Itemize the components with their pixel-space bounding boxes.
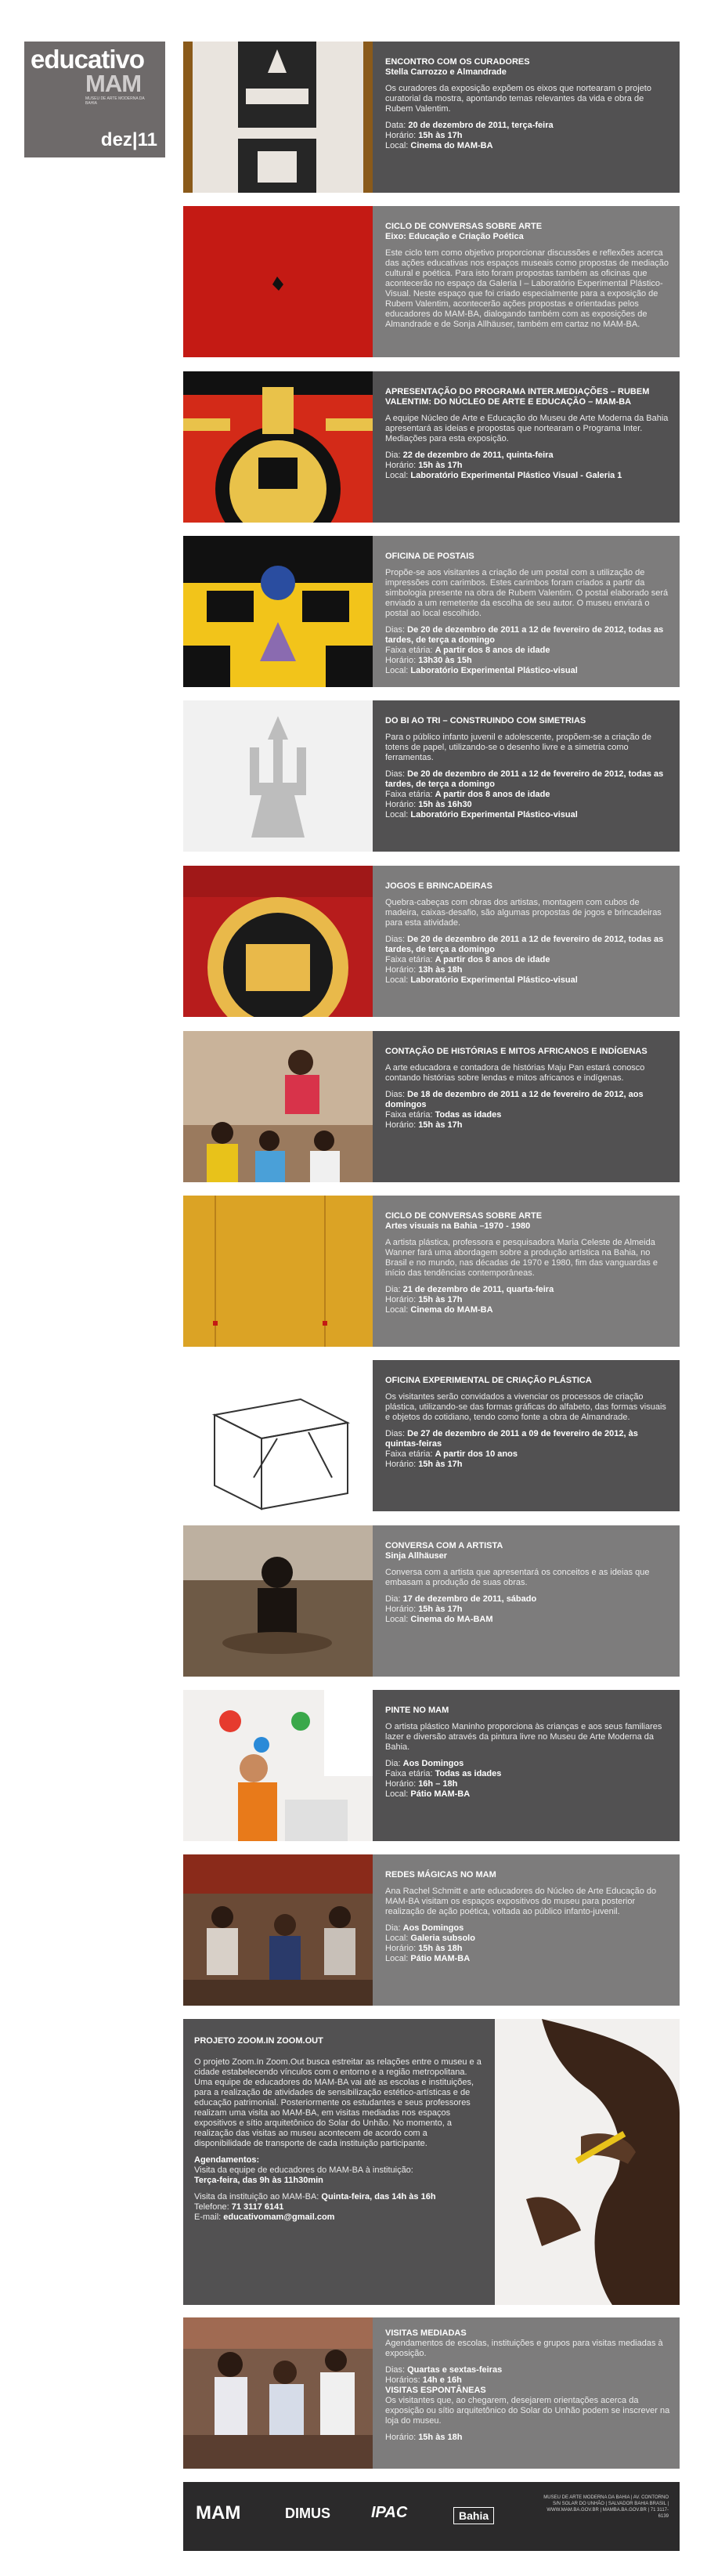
event-detail-label: Dias: <box>385 935 408 944</box>
event-detail-value: 15h às 17h <box>418 1120 463 1130</box>
event-detail-value: 15h às 18h <box>418 1944 463 1953</box>
event-detail-value: 20 de dezembro de 2011, terça-feira <box>408 121 554 130</box>
event-detail-value: A partir dos 8 anos de idade <box>435 955 550 964</box>
event-detail-value: De 20 de dezembro de 2011 a 12 de fevereiro de 2012, todas as tardes, de terça a domingo <box>385 769 664 789</box>
event-description: A arte educadora e contadora de histórias Maju Pan estará conosco contando histórias sobre lendas e mitos africanos e indígenas. <box>385 1063 645 1083</box>
event-detail-label: Faixa etária: <box>385 790 435 799</box>
event-image <box>183 42 373 193</box>
zoom-tel-value: 71 3117 6141 <box>231 2202 284 2212</box>
event-detail-line <box>385 625 670 646</box>
brand-tagline: MUSEU DE ARTE MODERNA DA BAHIA <box>85 96 145 106</box>
event-detail-line <box>385 800 670 810</box>
event-detail-line <box>385 1594 670 1605</box>
zoom-ag1: Visita da equipe de educadores do MAM-BA à instituição: <box>194 2165 413 2175</box>
event-detail-label: Horário: <box>385 1460 419 1469</box>
event-detail-line <box>385 1779 670 1789</box>
event-detail-value: 21 de dezembro de 2011, quarta-feira <box>402 1285 554 1294</box>
event-detail-value: Aos Domingos <box>402 1923 464 1933</box>
event-detail-line <box>385 1759 670 1769</box>
event-text <box>373 866 680 1017</box>
event-detail-line <box>385 790 670 800</box>
event-detail-label: Faixa etária: <box>385 1449 435 1459</box>
event-image <box>183 1525 373 1677</box>
event-detail-value: 15h às 16h30 <box>418 800 472 809</box>
event-detail-label: Faixa etária: <box>385 955 435 964</box>
event-title: DO BI AO TRI – CONSTRUINDO COM SIMETRIAS <box>385 716 586 725</box>
event-text <box>373 1690 680 1841</box>
event-detail-label: Horário: <box>385 1779 419 1789</box>
event-detail-value: 16h – 18h <box>418 1779 458 1789</box>
event-text <box>373 371 680 523</box>
event-detail-line <box>385 1285 670 1295</box>
event-description: A equipe Núcleo de Arte e Educação do Museu de Arte Moderna da Bahia apresentará as ideias e propostas que nortearam o Programa Inter. Mediações para esta exposição. <box>385 414 669 443</box>
event-detail-value: Pátio MAM-BA <box>410 1789 471 1799</box>
event-detail-label: Local: <box>385 471 411 480</box>
zoom-tel-label: Telefone: <box>194 2202 232 2212</box>
visitas-dias-value: Quartas e sextas-feiras <box>407 2365 503 2375</box>
event-detail-label: Faixa etária: <box>385 646 435 655</box>
event-detail-value: 13h30 às 15h <box>418 656 472 665</box>
event-description: Propõe-se aos visitantes a criação de um postal com a utilização de impressões com carimbos. Estes carimbos foram criados a partir da simbologia presente na obra de Rubem Valentim. O postal elaborado será enviado a um remetente da escolha de seu autor. O museu enviará o postal ao local escolhido. <box>385 568 669 618</box>
event-title: CICLO DE CONVERSAS SOBRE ARTE <box>385 222 543 231</box>
event-detail-line <box>385 975 670 986</box>
event-image <box>183 1854 373 2006</box>
event-image <box>183 1196 373 1347</box>
event-detail-value: A partir dos 8 anos de idade <box>435 646 550 655</box>
event-detail-value: Cinema do MAM-BA <box>410 141 493 150</box>
event-detail-line <box>385 1305 670 1315</box>
event-detail-label: Dia: <box>385 1759 403 1768</box>
event-detail-line <box>385 141 670 151</box>
event-detail-line <box>385 121 670 131</box>
event-detail-value: Galeria subsolo <box>410 1934 475 1943</box>
footer-logo-ipac: IPAC <box>371 2504 408 2521</box>
event-detail-value: 15h às 17h <box>418 131 463 140</box>
event-detail-line <box>385 1789 670 1800</box>
event-subtitle: Stella Carrozzo e Almandrade <box>385 67 507 77</box>
event-detail-label: Dias: <box>385 1429 408 1438</box>
zoom-agendamentos-title: Agendamentos: <box>194 2155 260 2165</box>
footer <box>183 2482 680 2551</box>
event-detail-line <box>385 935 670 955</box>
event-detail-label: Local: <box>385 1789 411 1799</box>
event-image <box>183 206 373 357</box>
event-detail-value: Laboratório Experimental Plástico-visual <box>410 975 578 985</box>
event-detail-value: Laboratório Experimental Plástico-visual <box>410 666 578 675</box>
event-detail-value: Todas as idades <box>435 1110 502 1120</box>
event-detail-value: Aos Domingos <box>402 1759 464 1768</box>
event-detail-value: Laboratório Experimental Plástico-visual <box>410 810 578 819</box>
event-detail-line <box>385 1944 670 1954</box>
event-detail-label: Local: <box>385 666 411 675</box>
event-row <box>183 206 680 357</box>
event-row <box>183 536 680 687</box>
zoom-desc-1: O projeto Zoom.In Zoom.Out busca estreitar as relações entre o museu e a cidade estabelecendo vínculos com o entorno e a região metropolitana. <box>194 2057 482 2077</box>
event-title: OFICINA EXPERIMENTAL DE CRIAÇÃO PLÁSTICA <box>385 1376 592 1385</box>
event-detail-value: De 18 de dezembro de 2011 a 12 de fevereiro de 2012, aos domingos <box>385 1090 644 1109</box>
event-detail-line <box>385 471 670 481</box>
visitas-espontaneas-desc: Os visitantes que, ao chegarem, desejarem orientações acerca da exposição ou sítio arquitetônico do Solar do Unhão podem se inscrever na loja do museu. <box>385 2396 670 2426</box>
event-title: ENCONTRO COM OS CURADORES <box>385 57 530 67</box>
visitas-horario-label: Horário: <box>385 2433 419 2442</box>
event-detail-label: Local: <box>385 1615 411 1624</box>
event-detail-line <box>385 965 670 975</box>
event-detail-value: 17 de dezembro de 2011, sábado <box>402 1594 537 1604</box>
event-detail-line <box>385 1615 670 1625</box>
event-detail-label: Horário: <box>385 1605 419 1614</box>
zoom-photo <box>495 2019 680 2305</box>
visitas-mediadas-desc: Agendamentos de escolas, instituições e grupos para visitas mediadas à exposição. <box>385 2339 663 2358</box>
event-text <box>373 1196 680 1347</box>
event-detail-label: Local: <box>385 1305 411 1315</box>
event-detail-line <box>385 1923 670 1934</box>
event-title: APRESENTAÇÃO DO PROGRAMA INTER.MEDIAÇÕES – RUBEM VALENTIM: DO NÚCLEO DE ARTE E EDUCAÇÃO – MAM-BA <box>385 387 650 407</box>
event-text <box>373 1031 680 1182</box>
event-text <box>373 700 680 852</box>
event-detail-value: 22 de dezembro de 2011, quinta-feira <box>402 450 554 460</box>
visitas-horarios-value: 14h e 16h <box>422 2375 462 2385</box>
event-image <box>183 536 373 687</box>
event-detail-line <box>385 1934 670 1944</box>
event-detail-value: De 27 de dezembro de 2011 a 09 de fevereiro de 2012, às quintas-feiras <box>385 1429 638 1449</box>
event-detail-label: Horário: <box>385 656 419 665</box>
event-detail-line <box>385 646 670 656</box>
event-detail-label: Local: <box>385 1954 411 1963</box>
event-row <box>183 1525 680 1677</box>
event-detail-line <box>385 1449 670 1460</box>
event-image <box>183 1031 373 1182</box>
event-row <box>183 371 680 523</box>
zoom-ag1-value: Terça-feira, das 9h às 11h30min <box>194 2176 323 2185</box>
event-detail-label: Dia: <box>385 450 403 460</box>
event-text <box>373 1360 680 1511</box>
zoom-desc-2: Uma equipe de educadores do MAM-BA vai até as escolas e instituições, para a realização de atividades de sensibilização estético-artísticas e de educação patrimonial. Posteriormente os estudantes e seus professores realizam uma visita ao MAM-BA, em visitas mediadas nos espaços expositivos e sítio arquitetônico do Solar do Unhão. No momento, a realização das visitas ao museu acontecem de acordo com a disponibilidade de transporte de cada instituição participante. <box>194 2078 474 2148</box>
event-image <box>183 1360 373 1511</box>
event-subtitle: Eixo: Educação e Criação Poética <box>385 232 524 241</box>
event-detail-label: Dias: <box>385 1090 408 1099</box>
event-detail-value: De 20 de dezembro de 2011 a 12 de fevereiro de 2012, todas as tardes, de terça a domingo <box>385 935 664 954</box>
event-text <box>373 1525 680 1677</box>
event-description: Este ciclo tem como objetivo proporcionar discussões e reflexões acerca das ações educativas nos espaços museais como propostas de mediação cultural e poética. Para isto foram propostas também as oficinas que acontecerão no espaço da Galeria I – Laboratório Experimental Plástico-Visual. Neste espaço que foi criado especialmente para a exposição de Rubem Valentim, acontecerão ações propostas e orientadas pelos educadores do MAM-BA, dialogando também com as exposições de Almandrade e de Sonja Allhäuser, também em cartaz no MAM-BA. <box>385 248 669 329</box>
event-image <box>183 1690 373 1841</box>
footer-logo-dimus: DIMUS <box>285 2505 330 2521</box>
event-detail-value: 15h às 17h <box>418 1460 463 1469</box>
event-row <box>183 1360 680 1511</box>
event-title: JOGOS E BRINCADEIRAS <box>385 881 492 891</box>
event-detail-line <box>385 1110 670 1120</box>
event-title: CICLO DE CONVERSAS SOBRE ARTE <box>385 1211 543 1221</box>
event-detail-label: Horário: <box>385 461 419 470</box>
event-detail-value: A partir dos 8 anos de idade <box>435 790 550 799</box>
visitas-horario-value: 15h às 18h <box>418 2433 463 2442</box>
event-detail-value: Pátio MAM-BA <box>410 1954 471 1963</box>
visitas-photo <box>183 2317 373 2469</box>
event-text <box>373 536 680 687</box>
footer-logo-mam: MAM <box>196 2502 241 2524</box>
event-detail-value: 15h às 17h <box>418 1295 463 1304</box>
event-detail-line <box>385 1295 670 1305</box>
event-detail-line <box>385 1605 670 1615</box>
event-detail-line <box>385 1769 670 1779</box>
event-detail-value: Cinema do MAM-BA <box>410 1305 493 1315</box>
event-detail-line <box>385 1460 670 1470</box>
zoom-mail-label: E-mail: <box>194 2212 224 2222</box>
event-row <box>183 1854 680 2006</box>
event-description: Os visitantes serão convidados a vivenciar os processos de criação plástica, utilizando-se das formas gráficas do alfabeto, das formas visuais e objetos do cotidiano, tendo como fonte a obra de Almandrade. <box>385 1392 666 1422</box>
event-subtitle: Sinja Allhäuser <box>385 1551 448 1561</box>
event-detail-line <box>385 450 670 461</box>
event-text <box>373 206 680 357</box>
visitas-horarios-label: Horários: <box>385 2375 423 2385</box>
event-detail-value: Laboratório Experimental Plástico Visual - Galeria 1 <box>410 471 622 480</box>
event-row <box>183 700 680 852</box>
event-detail-line <box>385 1090 670 1110</box>
visitas-section <box>183 2317 680 2469</box>
brand-word-mam: MAM <box>85 70 142 97</box>
event-detail-label: Dia: <box>385 1285 403 1294</box>
event-detail-label: Faixa etária: <box>385 1769 435 1778</box>
event-detail-label: Local: <box>385 975 411 985</box>
event-detail-line <box>385 1954 670 1964</box>
event-title: REDES MÁGICAS NO MAM <box>385 1870 496 1880</box>
event-detail-label: Horário: <box>385 131 419 140</box>
event-detail-line <box>385 131 670 141</box>
event-detail-line <box>385 955 670 965</box>
event-detail-line <box>385 656 670 666</box>
event-detail-label: Horário: <box>385 1944 419 1953</box>
event-detail-label: Dia: <box>385 1923 403 1933</box>
event-title: PINTE NO MAM <box>385 1706 449 1715</box>
event-detail-label: Local: <box>385 141 411 150</box>
zoom-ag2-label: Visita da instituição ao MAM-BA: <box>194 2192 322 2202</box>
event-detail-line <box>385 666 670 676</box>
footer-address: MUSEU DE ARTE MODERNA DA BAHIA | AV. CONTORNO S/N SOLAR DO UNHÃO | SALVADOR BAHIA BRASIL | WWW.MAM.BA.GOV.BR | MAMBA.BA.GOV.BR | 71 3117-6139 <box>543 2495 669 2519</box>
zoom-mail-link[interactable]: educativomam@gmail.com <box>223 2212 335 2222</box>
event-description: Para o público infanto juvenil e adolescente, propõem-se a criação de totens de papel, utilizando-se o desenho livre e a simetria como ferramentas. <box>385 733 651 762</box>
event-detail-label: Dias: <box>385 769 408 779</box>
event-description: Ana Rachel Schmitt e arte educadores do Núcleo de Arte Educação do MAM-BA visitam os espaços expositivos do museu para posterior realização de ação poética, voltada ao público infanto-juvenil. <box>385 1887 657 1916</box>
event-row <box>183 866 680 1017</box>
event-detail-label: Dias: <box>385 625 408 635</box>
brand-box <box>24 42 165 157</box>
zoom-ag2-value: Quinta-feira, das 14h às 16h <box>321 2192 436 2202</box>
event-detail-value: Todas as idades <box>435 1769 502 1778</box>
event-detail-line <box>385 1429 670 1449</box>
event-image <box>183 371 373 523</box>
event-image <box>183 700 373 852</box>
event-detail-line <box>385 769 670 790</box>
event-detail-label: Horário: <box>385 1295 419 1304</box>
event-row <box>183 1196 680 1347</box>
zoom-title: PROJETO ZOOM.IN ZOOM.OUT <box>194 2036 323 2046</box>
event-detail-value: A partir dos 10 anos <box>435 1449 518 1459</box>
event-row <box>183 1690 680 1841</box>
event-detail-value: 15h às 17h <box>418 1605 463 1614</box>
event-detail-value: 15h às 17h <box>418 461 463 470</box>
zoom-project-section <box>183 2019 680 2305</box>
event-detail-label: Horário: <box>385 800 419 809</box>
event-title: CONTAÇÃO DE HISTÓRIAS E MITOS AFRICANOS E INDÍGENAS <box>385 1047 647 1056</box>
event-detail-label: Data: <box>385 121 409 130</box>
event-detail-value: Cinema do MA-BAM <box>410 1615 493 1624</box>
event-title: CONVERSA COM A ARTISTA <box>385 1541 503 1550</box>
event-detail-label: Horário: <box>385 1120 419 1130</box>
event-text <box>373 1854 680 2006</box>
event-description: Conversa com a artista que apresentará os conceitos e as ideias que embasam a produção de suas obras. <box>385 1568 650 1587</box>
event-detail-line <box>385 461 670 471</box>
event-description: Os curadores da exposição expõem os eixos que nortearam o projeto curatorial da mostra, apontando temas relevantes da vida e obra de Rubem Valentim. <box>385 84 651 114</box>
visitas-dias-label: Dias: <box>385 2365 408 2375</box>
event-row <box>183 1031 680 1182</box>
event-description: A artista plástica, professora e pesquisadora Maria Celeste de Almeida Wanner fará uma abordagem sobre a produção artística na Bahia, no Brasil e no mundo, nas décadas de 1970 e 1980, fim das vanguardas e início das tendências contemporâneas. <box>385 1238 658 1278</box>
visitas-espontaneas-title: VISITAS ESPONTÂNEAS <box>385 2386 486 2395</box>
event-title: OFICINA DE POSTAIS <box>385 552 474 561</box>
event-detail-label: Dia: <box>385 1594 403 1604</box>
event-detail-line <box>385 810 670 820</box>
visitas-mediadas-title: VISITAS MEDIADAS <box>385 2328 467 2338</box>
event-detail-label: Faixa etária: <box>385 1110 435 1120</box>
event-text <box>373 42 680 193</box>
footer-logo-bahia: Bahia <box>453 2507 494 2524</box>
event-description: O artista plástico Maninho proporciona às crianças e aos seus familiares lazer e diversão através da pintura livre no Museu de Arte Moderna da Bahia. <box>385 1722 662 1752</box>
brand-word-educativo: educativo <box>31 45 145 74</box>
event-description: Quebra-cabeças com obras dos artistas, montagem com cubos de madeira, caixas-desafio, são algumas propostas de jogos e brincadeiras para esta atividade. <box>385 898 662 928</box>
event-image <box>183 866 373 1017</box>
brand-month: dez|11 <box>100 129 157 150</box>
event-detail-label: Local: <box>385 810 411 819</box>
event-detail-line <box>385 1120 670 1131</box>
event-detail-value: De 20 de dezembro de 2011 a 12 de fevereiro de 2012, todas as tardes, de terça a domingo <box>385 625 664 645</box>
event-detail-label: Local: <box>385 1934 411 1943</box>
event-detail-label: Horário: <box>385 965 419 975</box>
event-detail-value: 13h às 18h <box>418 965 463 975</box>
event-row <box>183 42 680 193</box>
event-subtitle: Artes visuais na Bahia –1970 - 1980 <box>385 1221 531 1231</box>
